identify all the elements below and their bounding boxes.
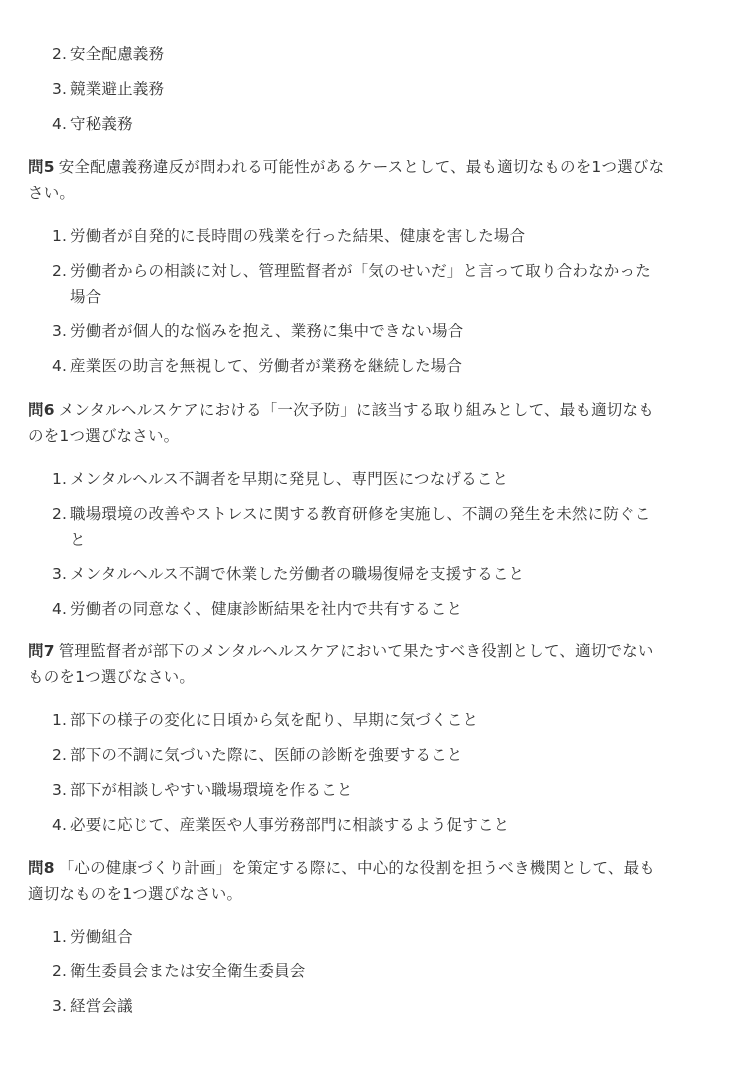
option-text: 競業避止義務 <box>70 80 165 98</box>
option-number: 1. <box>52 928 68 946</box>
list-item <box>52 466 702 492</box>
question-text-line2: のを1つ選びなさい。 <box>28 427 180 445</box>
option-text: 労働者が自発的に長時間の残業を行った結果、健康を害した場合 <box>70 227 526 245</box>
question-text-line1: メンタルヘルスケアにおける「一次予防」に該当する取り組みとして、最も適切なも <box>58 401 654 419</box>
list-item <box>52 76 702 102</box>
option-number: 1. <box>52 227 68 245</box>
option-text-continuation: 場合 <box>70 288 102 306</box>
list-item <box>52 111 702 137</box>
list-item <box>52 777 702 803</box>
list-item <box>52 223 702 249</box>
option-text: メンタルヘルス不調で休業した労働者の職場復帰を支援すること <box>70 565 525 583</box>
option-number: 3. <box>52 322 68 340</box>
list-item <box>52 501 702 553</box>
list-item <box>52 561 702 587</box>
option-number: 3. <box>52 565 68 583</box>
question-text-line1: 「心の健康づくり計画」を策定する際に、中心的な役割を担うべき機関として、最も <box>58 859 655 877</box>
option-number: 4. <box>52 115 68 133</box>
question-number: 問6 <box>28 401 55 419</box>
option-text: 経営会議 <box>70 997 133 1015</box>
question-5 <box>28 154 708 206</box>
option-text: 部下が相談しやすい職場環境を作ること <box>70 781 353 799</box>
option-text: 労働者からの相談に対し、管理監督者が「気のせいだ」と言って取り合わなかった <box>70 262 651 280</box>
list-item <box>52 318 702 344</box>
question-8 <box>28 855 708 907</box>
list-item <box>52 258 702 310</box>
option-text: 職場環境の改善やストレスに関する教育研修を実施し、不調の発生を未然に防ぐこ <box>70 505 651 523</box>
option-number: 2. <box>52 45 68 63</box>
list-item <box>52 812 702 838</box>
question-6 <box>28 397 708 449</box>
question-number: 問7 <box>28 642 55 660</box>
option-number: 3. <box>52 781 68 799</box>
option-text: 労働者の同意なく、健康診断結果を社内で共有すること <box>70 600 463 618</box>
question-number: 問5 <box>28 158 55 176</box>
option-text: 部下の不調に気づいた際に、医師の診断を強要すること <box>70 746 463 764</box>
option-text: 労働組合 <box>70 928 133 946</box>
question-number: 問8 <box>28 859 55 877</box>
question-text-line2: さい。 <box>28 184 76 202</box>
option-number: 1. <box>52 470 68 488</box>
list-item <box>52 924 702 950</box>
list-item <box>52 958 702 984</box>
option-number: 1. <box>52 711 68 729</box>
option-text: メンタルヘルス不調者を早期に発見し、専門医につなげること <box>70 470 509 488</box>
option-text: 産業医の助言を無視して、労働者が業務を継続した場合 <box>70 357 463 375</box>
option-number: 4. <box>52 357 68 375</box>
option-text: 衛生委員会または安全衛生委員会 <box>70 962 306 980</box>
option-number: 2. <box>52 746 68 764</box>
option-text: 必要に応じて、産業医や人事労務部門に相談するよう促すこと <box>70 816 510 834</box>
option-text: 労働者が個人的な悩みを抱え、業務に集中できない場合 <box>70 322 464 340</box>
question-text-line1: 管理監督者が部下のメンタルヘルスケアにおいて果たすべき役割として、適切でない <box>58 642 654 660</box>
list-item <box>52 41 702 67</box>
option-number: 3. <box>52 80 68 98</box>
option-number: 2. <box>52 962 68 980</box>
option-text: 守秘義務 <box>70 115 133 133</box>
option-text: 部下の様子の変化に日頃から気を配り、早期に気づくこと <box>70 711 479 729</box>
question-text-line2: ものを1つ選びなさい。 <box>28 668 196 686</box>
option-number: 4. <box>52 816 68 834</box>
option-number: 2. <box>52 262 68 280</box>
question-text-line1: 安全配慮義務違反が問われる可能性があるケースとして、最も適切なものを1つ選びな <box>58 158 665 176</box>
list-item <box>52 707 702 733</box>
question-text-line2: 適切なものを1つ選びなさい。 <box>28 885 243 903</box>
list-item <box>52 993 702 1019</box>
list-item <box>52 596 702 622</box>
option-number: 4. <box>52 600 68 618</box>
question-7 <box>28 638 708 690</box>
option-number: 3. <box>52 997 68 1015</box>
option-text-continuation: と <box>70 531 86 549</box>
option-text: 安全配慮義務 <box>70 45 165 63</box>
option-number: 2. <box>52 505 68 523</box>
list-item <box>52 742 702 768</box>
list-item <box>52 353 702 379</box>
